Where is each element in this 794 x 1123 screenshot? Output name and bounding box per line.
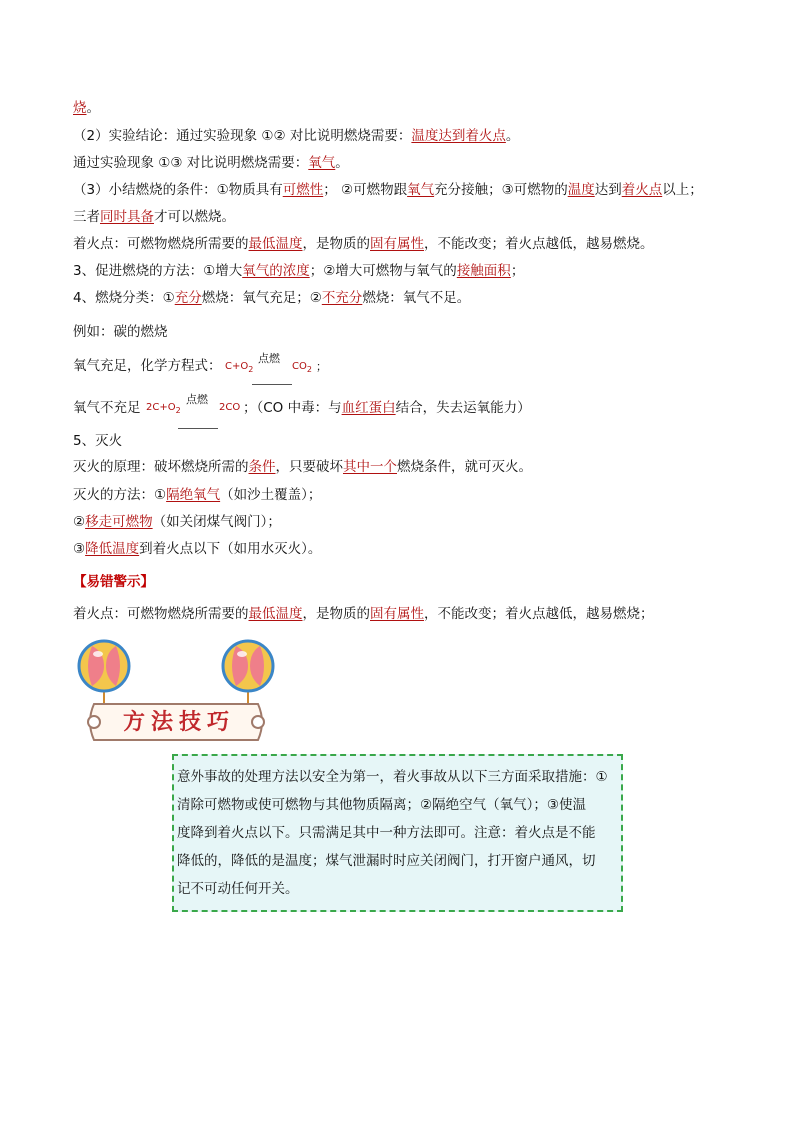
line-text: 充分接触；③可燃物的 — [434, 182, 568, 198]
tip-line: 意外事故的处理方法以安全为第一，着火事故从以下三方面采取措施：① — [177, 769, 608, 785]
line-text: 例如：碳的燃烧 — [73, 324, 168, 340]
eq-reactants: C+O — [225, 361, 249, 372]
text-line-5 — [73, 207, 235, 227]
equation-left — [146, 402, 181, 415]
beach-ball-icon — [223, 641, 273, 691]
text-line-15 — [73, 512, 281, 532]
line-text: 4、燃烧分类：① — [73, 290, 175, 306]
text-line-10 — [73, 356, 222, 376]
text-line-9 — [73, 322, 168, 342]
line-text: 燃烧：氧气充足；② — [201, 290, 322, 306]
line-text: 着火点：可燃物燃烧所需要的 — [73, 606, 249, 622]
underlined-term: 固有属性 — [370, 236, 424, 252]
underlined-term: 不充分 — [321, 290, 363, 306]
underlined-term: 最低温度 — [248, 606, 303, 622]
eq-subscript: 2 — [175, 406, 181, 415]
equation-condition: 点燃 — [186, 393, 208, 406]
line-text: ，只要破坏 — [275, 459, 343, 475]
text-line-12 — [73, 431, 122, 451]
line-text: （2）实验结论：通过实验现象 ①② 对比说明燃烧需要： — [73, 128, 412, 144]
tip-line: 记不可动任何开关。 — [177, 881, 299, 897]
line-text: ，是物质的 — [302, 236, 370, 252]
line-text: 到着火点以下（如用水灭火）。 — [139, 541, 322, 557]
line-text: 燃烧：氧气不足。 — [362, 290, 471, 306]
line-text: 。 — [335, 155, 349, 171]
line-text: 。 — [505, 128, 520, 144]
underlined-term: 隔绝氧气 — [166, 487, 221, 503]
beach-ball-icon — [79, 641, 129, 691]
line-text: 灭火的原理：破坏燃烧所需的 — [73, 459, 249, 475]
text-line-16 — [73, 539, 321, 559]
underlined-term: 移走可燃物 — [85, 514, 153, 530]
underlined-term: 氧气 — [407, 182, 435, 198]
text-line-4 — [73, 180, 703, 200]
line-text: 结合，失去运氧能力） — [395, 400, 531, 416]
line-text: ； ②可燃物跟 — [323, 182, 408, 198]
equation-end: ； — [316, 360, 327, 373]
equation-bar — [178, 428, 218, 429]
text-line-3 — [73, 153, 349, 173]
text-line-11-tail — [243, 398, 531, 418]
text-line-8 — [73, 288, 470, 308]
line-text: 才可以燃烧。 — [154, 209, 235, 225]
underlined-term: 着火点 — [621, 182, 663, 198]
underlined-term: 条件 — [248, 459, 276, 475]
underlined-term: 其中一个 — [343, 459, 397, 475]
line-text: （如沙土覆盖）； — [220, 487, 322, 503]
underlined-term: 固有属性 — [370, 606, 424, 622]
eq-subscript: 2 — [306, 365, 312, 374]
line-text: 5、灭火 — [73, 433, 123, 449]
underlined-term: 温度达到着火点 — [411, 128, 506, 144]
equation-left — [225, 361, 253, 374]
underlined-term: 血红蛋白 — [341, 400, 396, 416]
underlined-term: 氧气 — [308, 155, 336, 171]
line-text: 燃烧条件，就可灭火。 — [397, 459, 532, 475]
line-text: 以上； — [662, 182, 703, 198]
underlined-term: 可燃性 — [282, 182, 324, 198]
line-text: ；（CO 中毒：与 — [243, 400, 342, 416]
line-text: ；②增大可燃物与氧气的 — [309, 263, 457, 279]
line-text: ，不能改变；着火点越低，越易燃烧； — [424, 606, 654, 622]
eq-reactants: 2C+O — [146, 402, 176, 413]
line-text: 达到 — [594, 182, 622, 198]
line-text: ，是物质的 — [302, 606, 370, 622]
equation-right: 2CO — [219, 402, 241, 413]
underlined-term: 烧 — [73, 100, 87, 116]
tip-text — [177, 763, 623, 903]
tip-line: 清除可燃物或使可燃物与其他物质隔离；②隔绝空气（氧气）；③使温 — [177, 797, 586, 813]
underlined-term: 同时具备 — [100, 209, 154, 225]
text-line-2 — [73, 126, 519, 146]
underlined-term: 降低温度 — [85, 541, 140, 557]
banner-title: 方法技巧 — [122, 709, 235, 735]
underlined-term: 接触面积 — [456, 263, 511, 279]
line-text: ③ — [73, 541, 86, 557]
line-text: ，不能改变；着火点越低，越易燃烧。 — [424, 236, 654, 252]
line-text: 通过实验现象 ①③ 对比说明燃烧需要： — [73, 155, 309, 171]
line-text: 氧气不充足 — [73, 400, 141, 416]
line-text: ② — [73, 514, 86, 530]
line-text: 灭火的方法：① — [73, 487, 167, 503]
line-text: 3、促进燃烧的方法：①增大 — [73, 263, 243, 279]
text-line-7 — [73, 261, 524, 281]
text-line-13 — [73, 457, 532, 477]
underlined-term: 温度 — [567, 182, 595, 198]
tip-line: 度降到着火点以下。只需满足其中一种方法即可。注意：着火点是不能 — [177, 825, 596, 841]
text-line-6 — [73, 234, 654, 254]
line-text: 。 — [86, 100, 100, 116]
underlined-term: 氧气的浓度 — [242, 263, 310, 279]
line-text: 三者 — [73, 209, 100, 225]
text-line-11 — [73, 398, 141, 418]
line-text: ； — [510, 263, 525, 279]
equation-right — [292, 361, 312, 374]
underlined-term: 最低温度 — [248, 236, 303, 252]
line-text: （3）小结燃烧的条件：①物质具有 — [73, 182, 283, 198]
text-line-1 — [73, 98, 100, 118]
method-tips-banner — [70, 638, 280, 748]
tip-line: 降低的，降低的是温度；煤气泄漏时时应关闭阀门，打开窗户通风，切 — [177, 853, 596, 869]
eq-subscript: 2 — [248, 365, 254, 374]
text-line-18 — [73, 604, 654, 624]
line-text: 氧气充足，化学方程式： — [73, 358, 222, 374]
underlined-term: 充分 — [174, 290, 202, 306]
line-text: （如关闭煤气阀门）； — [152, 514, 281, 530]
equation-condition: 点燃 — [258, 352, 280, 365]
warning-heading: 【易错警示】 — [73, 574, 154, 590]
line-text: 着火点：可燃物燃烧所需要的 — [73, 236, 249, 252]
eq-products: CO — [292, 361, 307, 372]
text-line-14 — [73, 485, 321, 505]
equation-bar — [252, 384, 292, 385]
